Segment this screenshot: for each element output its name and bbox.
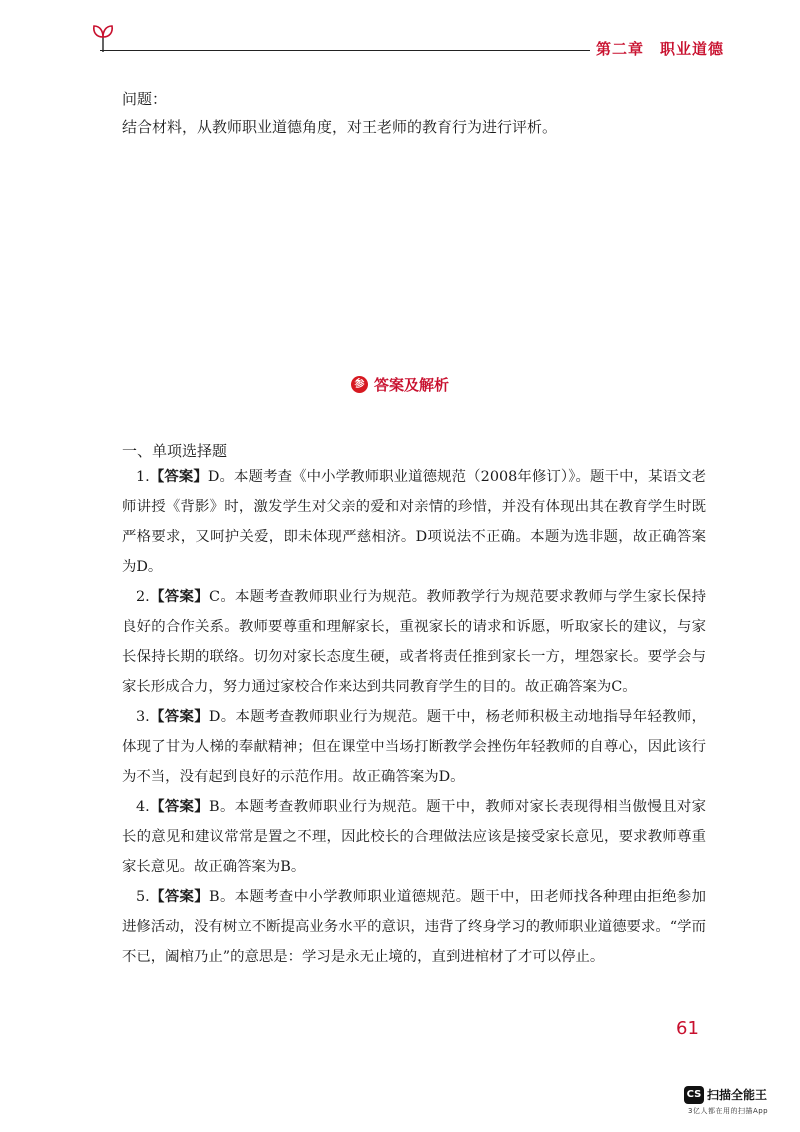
answer-number: 4. bbox=[136, 799, 150, 815]
scanner-logo-icon: CS bbox=[684, 1086, 704, 1104]
answer-item bbox=[122, 882, 706, 972]
question-label: 问题： bbox=[122, 90, 168, 108]
question-text: 结合材料，从教师职业道德角度，对王老师的教育行为进行评析。 bbox=[122, 118, 558, 136]
header-rule bbox=[100, 50, 590, 51]
answer-text: B。本题考查中小学教师职业道德规范。题干中，田老师找各种理由拒绝参加进修活动，没有树立不断提高业务水平的意识，违背了终身学习的教师职业道德要求。“学而不已，阖棺乃止”的意思是：学习是永无止境的，直到进棺材了才可以停止。 bbox=[122, 889, 706, 965]
scanner-watermark bbox=[684, 1084, 794, 1116]
answer-item bbox=[122, 792, 706, 882]
scanner-tagline: 3亿人都在用的扫描App bbox=[688, 1106, 769, 1115]
answer-text: D。本题考查教师职业行为规范。题干中，杨老师积极主动地指导年轻教师，体现了甘为人梯的奉献精神；但在课堂中当场打断教学会挫伤年轻教师的自尊心，因此该行为不当，没有起到良好的示范作用。故正确答案为D。 bbox=[122, 709, 706, 785]
answer-number: 3. bbox=[136, 709, 150, 725]
answer-text: C。本题考查教师职业行为规范。教师教学行为规范要求教师与学生家长保持良好的合作关系。教师要尊重和理解家长，重视家长的请求和诉愿，听取家长的建议，与家长保持长期的联络。切勿对家长态度生硬，或者将责任推到家长一方，埋怨家长。要学会与家长形成合力，努力通过家校合作来达到共同教育学生的目的。故正确答案为C。 bbox=[122, 589, 706, 695]
answer-item bbox=[122, 462, 706, 582]
answer-number: 5. bbox=[136, 889, 150, 905]
section-title bbox=[0, 374, 800, 395]
section-badge-icon: 参 bbox=[351, 376, 368, 393]
answer-label: 【答案】 bbox=[149, 468, 208, 485]
section-subheading: 一、单项选择题 bbox=[122, 442, 228, 460]
answer-label: 【答案】 bbox=[149, 798, 210, 815]
answer-label: 【答案】 bbox=[149, 588, 209, 605]
sprout-logo-icon bbox=[92, 22, 114, 52]
answer-label: 【答案】 bbox=[149, 888, 210, 905]
answer-item bbox=[122, 702, 706, 792]
answer-number: 2. bbox=[136, 589, 150, 605]
answer-item bbox=[122, 582, 706, 702]
answer-number: 1. bbox=[136, 469, 150, 485]
section-title-text: 答案及解析 bbox=[373, 376, 449, 394]
chapter-title: 第二章 职业道德 bbox=[596, 40, 725, 58]
answers-list bbox=[122, 462, 706, 972]
answer-label: 【答案】 bbox=[149, 708, 209, 725]
answer-text: D。本题考查《中小学教师职业道德规范（2008年修订）》。题干中，某语文老师讲授《背影》时，激发学生对父亲的爱和对亲情的珍惜，并没有体现出其在教育学生时既严格要求，又呵护关爱，即未体现严慈相济。D项说法不正确。本题为选非题，故正确答案为D。 bbox=[122, 469, 706, 575]
page-number: 61 bbox=[676, 1018, 699, 1039]
scanner-name: 扫描全能王 bbox=[707, 1088, 768, 1102]
answer-text: B。本题考查教师职业行为规范。题干中，教师对家长表现得相当傲慢且对家长的意见和建议常常是置之不理，因此校长的合理做法应该是接受家长意见，要求教师尊重家长意见。故正确答案为B。 bbox=[122, 799, 706, 875]
